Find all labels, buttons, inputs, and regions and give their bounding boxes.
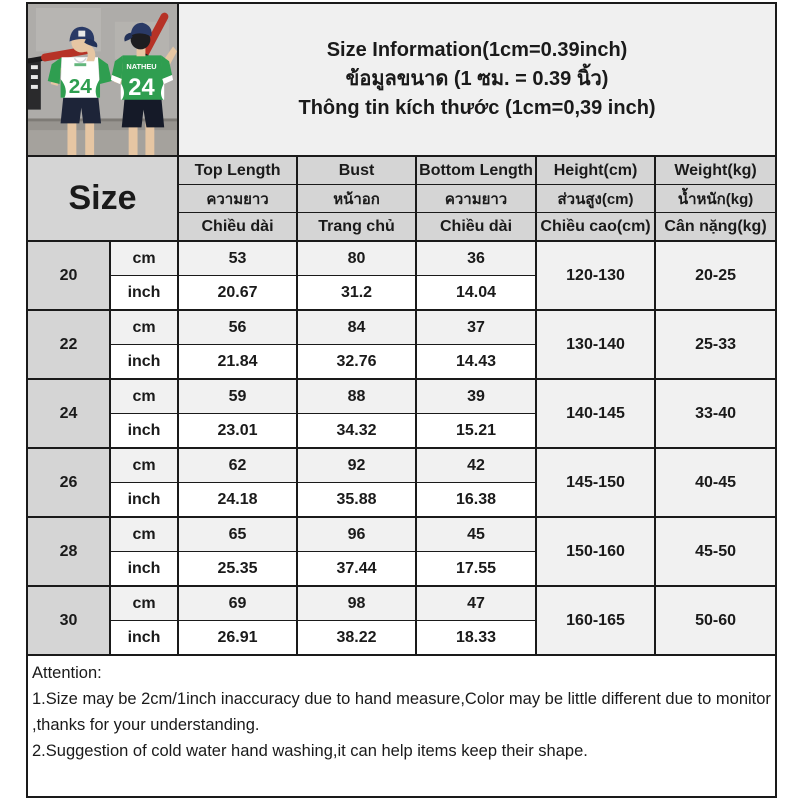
unit-cm-label: cm xyxy=(110,241,178,276)
attention-row xyxy=(27,655,776,797)
size-value: 24 xyxy=(27,379,110,448)
size-value: 28 xyxy=(27,517,110,586)
bottom-length-cm: 42 xyxy=(416,448,536,483)
size-30-cm-row xyxy=(27,586,776,621)
title-english: Size Information(1cm=0.39inch) xyxy=(326,39,628,61)
title-thai: ข้อมูลขนาด (1 ซม. = 0.39 นิ้ว) xyxy=(345,68,609,90)
top-length-cm: 53 xyxy=(178,241,297,276)
bottom-length-cm: 47 xyxy=(416,586,536,621)
product-photo xyxy=(27,3,178,156)
bust-cm: 92 xyxy=(297,448,416,483)
unit-cm-label: cm xyxy=(110,448,178,483)
title-vietnamese: Thông tin kích thước (1cm=0,39 inch) xyxy=(298,97,656,119)
top-length-inch: 23.01 xyxy=(178,414,297,449)
top-length-inch: 25.35 xyxy=(178,552,297,587)
size-26-cm-row xyxy=(27,448,776,483)
bust-inch: 35.88 xyxy=(297,483,416,518)
col-weight-th: น้ำหนัก(kg) xyxy=(655,185,776,213)
bottom-length-cm: 37 xyxy=(416,310,536,345)
bust-cm: 96 xyxy=(297,517,416,552)
col-weight-vi: Cân nặng(kg) xyxy=(655,213,776,242)
col-weight-en: Weight(kg) xyxy=(655,156,776,185)
unit-cm-label: cm xyxy=(110,586,178,621)
unit-inch-label: inch xyxy=(110,483,178,518)
size-value: 26 xyxy=(27,448,110,517)
bottom-length-inch: 14.04 xyxy=(416,276,536,311)
bust-cm: 98 xyxy=(297,586,416,621)
bottom-length-cm: 36 xyxy=(416,241,536,276)
size-value: 30 xyxy=(27,586,110,655)
top-length-inch: 26.91 xyxy=(178,621,297,656)
col-height-vi: Chiều cao(cm) xyxy=(536,213,655,242)
bottom-length-cm: 39 xyxy=(416,379,536,414)
height-range: 120-130 xyxy=(536,241,655,310)
jersey-number-text: 24 xyxy=(128,74,155,101)
size-28-cm-row xyxy=(27,517,776,552)
attention-heading: Attention: xyxy=(32,664,102,682)
header-row xyxy=(27,3,776,156)
unit-cm-label: cm xyxy=(110,310,178,345)
top-length-inch: 20.67 xyxy=(178,276,297,311)
size-table xyxy=(26,2,777,798)
bust-cm: 84 xyxy=(297,310,416,345)
weight-range: 40-45 xyxy=(655,448,776,517)
height-range: 160-165 xyxy=(536,586,655,655)
bottom-length-cm: 45 xyxy=(416,517,536,552)
bust-inch: 38.22 xyxy=(297,621,416,656)
col-height-en: Height(cm) xyxy=(536,156,655,185)
title-block xyxy=(178,3,776,156)
attention-note xyxy=(27,655,776,797)
bottom-length-inch: 17.55 xyxy=(416,552,536,587)
col-bust-en: Bust xyxy=(297,156,416,185)
top-length-inch: 24.18 xyxy=(178,483,297,518)
weight-range: 50-60 xyxy=(655,586,776,655)
kids-jersey-photo-illustration xyxy=(28,4,177,155)
top-length-inch: 21.84 xyxy=(178,345,297,380)
bust-inch: 37.44 xyxy=(297,552,416,587)
top-length-cm: 59 xyxy=(178,379,297,414)
weight-range: 25-33 xyxy=(655,310,776,379)
col-top-length-th: ความยาว xyxy=(178,185,297,213)
col-top-length-en: Top Length xyxy=(178,156,297,185)
top-length-cm: 56 xyxy=(178,310,297,345)
bust-inch: 32.76 xyxy=(297,345,416,380)
col-bust-vi: Trang chủ xyxy=(297,213,416,242)
bottom-length-inch: 16.38 xyxy=(416,483,536,518)
unit-cm-label: cm xyxy=(110,379,178,414)
size-value: 22 xyxy=(27,310,110,379)
unit-inch-label: inch xyxy=(110,414,178,449)
top-length-cm: 65 xyxy=(178,517,297,552)
column-header-row-en xyxy=(27,156,776,185)
bust-inch: 34.32 xyxy=(297,414,416,449)
bottom-length-inch: 18.33 xyxy=(416,621,536,656)
bottom-length-inch: 14.43 xyxy=(416,345,536,380)
attention-line-2: ,thanks for your understanding. xyxy=(32,716,260,734)
unit-inch-label: inch xyxy=(110,621,178,656)
col-top-length-vi: Chiều dài xyxy=(178,213,297,242)
bust-cm: 80 xyxy=(297,241,416,276)
svg-text:24: 24 xyxy=(68,74,92,98)
col-bust-th: หน้าอก xyxy=(297,185,416,213)
size-header: Size xyxy=(27,156,178,241)
height-range: 150-160 xyxy=(536,517,655,586)
attention-line-1: 1.Size may be 2cm/1inch inaccuracy due to hand measure,Color may be little different due to monitor xyxy=(32,690,771,708)
top-length-cm: 62 xyxy=(178,448,297,483)
height-range: 145-150 xyxy=(536,448,655,517)
unit-inch-label: inch xyxy=(110,552,178,587)
weight-range: 20-25 xyxy=(655,241,776,310)
bust-inch: 31.2 xyxy=(297,276,416,311)
height-range: 140-145 xyxy=(536,379,655,448)
weight-range: 33-40 xyxy=(655,379,776,448)
height-range: 130-140 xyxy=(536,310,655,379)
weight-range: 45-50 xyxy=(655,517,776,586)
col-bottom-length-vi: Chiều dài xyxy=(416,213,536,242)
attention-line-3: 2.Suggestion of cold water hand washing,it can help items keep their shape. xyxy=(32,742,588,760)
unit-cm-label: cm xyxy=(110,517,178,552)
bust-cm: 88 xyxy=(297,379,416,414)
size-20-cm-row xyxy=(27,241,776,276)
size-22-cm-row xyxy=(27,310,776,345)
col-bottom-length-th: ความยาว xyxy=(416,185,536,213)
size-24-cm-row xyxy=(27,379,776,414)
unit-inch-label: inch xyxy=(110,276,178,311)
top-length-cm: 69 xyxy=(178,586,297,621)
jersey-name-text: NATHEU xyxy=(126,62,157,72)
col-height-th: ส่วนสูง(cm) xyxy=(536,185,655,213)
size-value: 20 xyxy=(27,241,110,310)
bottom-length-inch: 15.21 xyxy=(416,414,536,449)
unit-inch-label: inch xyxy=(110,345,178,380)
col-bottom-length-en: Bottom Length xyxy=(416,156,536,185)
